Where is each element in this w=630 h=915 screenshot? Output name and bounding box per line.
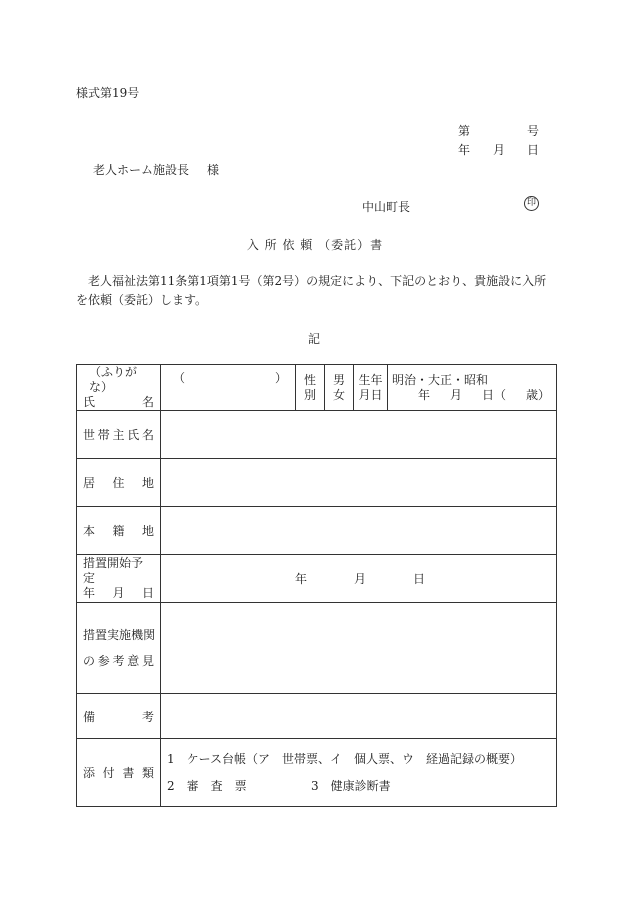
start-date-label-cell [77,555,161,603]
householder-label [83,426,154,443]
start-date-label-line1: 措置開始予定 [83,556,144,585]
attachment-item-3: 3 健康診断書 [311,778,391,793]
label-char: 帯 [97,428,110,442]
label-char: 世 [83,428,96,442]
domicile-label [83,522,154,539]
document-number-suffix: 号 [527,124,540,138]
ki-heading: 記 [308,332,321,346]
householder-label-cell [77,411,161,459]
attachment-item-2: 2 審 査 票 [167,778,247,793]
label-char: 月 [112,586,125,600]
agency-opinion-input-cell[interactable] [161,603,557,694]
start-date-row [77,555,557,603]
label-char: 籍 [112,524,125,538]
attachments-list-cell [161,739,557,807]
label-char: 居 [83,476,96,490]
label-char: 措 [83,628,96,642]
attachments-label [83,764,154,781]
seal-icon: 印 [524,196,539,211]
birth-day-label: 日（ [481,387,506,402]
issuer: 中山町長 [362,200,411,214]
label-char: 日 [141,586,154,600]
domicile-input-cell[interactable] [161,507,557,555]
gender-label-line1: 性 [303,372,316,387]
label-char: 実 [107,628,120,642]
label-char: 備 [83,709,96,724]
start-year-label: 年 [295,572,308,586]
name-label-char: 氏 [83,395,96,409]
request-table [76,364,557,807]
document-number-label: 第 [458,124,471,138]
label-char: 氏 [127,428,140,442]
birthdate-fields [392,388,550,403]
name-input-cell[interactable] [161,365,296,411]
householder-input-cell[interactable] [161,411,557,459]
label-char: 類 [141,766,154,780]
label-char: 付 [102,766,115,780]
birthdate-label-cell [354,365,388,411]
label-char: 地 [141,476,154,490]
residence-label-cell [77,459,161,507]
attachments-row [77,739,557,807]
label-char: の [83,654,96,668]
form-number: 様式第19号 [76,86,140,100]
label-char: 年 [83,586,96,600]
agency-opinion-row [77,603,557,694]
agency-opinion-label-cell [77,603,161,694]
start-date-label-line2 [83,586,154,601]
issue-date-day: 日 [527,143,540,157]
gender-options-cell[interactable] [325,365,354,411]
label-char: 意 [127,654,140,668]
residence-row [77,459,557,507]
label-char: 本 [83,524,96,538]
furigana-paren-close: ） [274,371,287,385]
remarks-label-cell [77,694,161,739]
remarks-label [83,708,154,725]
furigana-paren-open: （ [173,371,186,385]
issue-date-month: 月 [493,143,506,157]
name-row [77,365,557,411]
domicile-label-cell [77,507,161,555]
birth-month-label: 月 [449,387,462,402]
label-char: 地 [141,524,154,538]
residence-label [83,474,154,491]
attachment-item-1: 1 ケース台帳（ア 世帯票、イ 個人票、ウ 経過記録の概要） [167,751,523,766]
label-char: 考 [141,709,154,724]
agency-opinion-label-line2 [83,648,154,674]
remarks-row [77,694,557,739]
addressee: 老人ホーム施設長 [93,163,190,177]
gender-option-male[interactable]: 男 [332,372,345,387]
attachments-label-cell [77,739,161,807]
label-char: 書 [122,766,135,780]
start-date-input-cell[interactable] [161,555,557,603]
label-char: 参 [97,654,110,668]
name-label-cell [77,365,161,411]
start-month-label: 月 [354,572,367,586]
era-options[interactable]: 明治・大正・昭和 [392,372,489,387]
birthdate-input-cell[interactable] [388,365,557,411]
label-char: 施 [119,628,132,642]
furigana-label: （ふりがな） [89,365,138,394]
document-title: 入 所 依 頼 （委託）書 [246,238,384,252]
householder-row [77,411,557,459]
gender-label-cell [296,365,325,411]
label-char: 置 [95,628,108,642]
domicile-row [77,507,557,555]
birth-year-label: 年 [418,387,431,402]
agency-opinion-label-line1 [83,622,154,648]
residence-input-cell[interactable] [161,459,557,507]
label-char: 主 [112,428,125,442]
birthdate-label-line2: 月日 [358,387,383,402]
gender-label-line2: 別 [303,387,316,402]
label-char: 関 [143,628,156,642]
issue-date-year: 年 [458,143,471,157]
gender-option-female[interactable]: 女 [332,387,345,402]
label-char: 添 [83,766,96,780]
label-char: 考 [112,654,125,668]
label-char: 名 [141,428,154,442]
start-date-fields [161,570,556,587]
remarks-input-cell[interactable] [161,694,557,739]
birthdate-label-line1: 生年 [358,372,383,387]
start-day-label: 日 [413,572,426,586]
addressee-honorific: 様 [207,163,220,177]
name-label-char: 名 [141,395,154,409]
body-text: 老人福祉法第11条第1項第1号（第2号）の規定により、下記のとおり、貴施設に入所を依頼（委託）します。 [76,274,547,307]
name-label [83,395,154,410]
label-char: 機 [131,628,144,642]
age-label: 歳） [525,387,550,402]
label-char: 見 [141,654,154,668]
attachment-items-2-3 [167,773,556,800]
label-char: 住 [112,476,125,490]
